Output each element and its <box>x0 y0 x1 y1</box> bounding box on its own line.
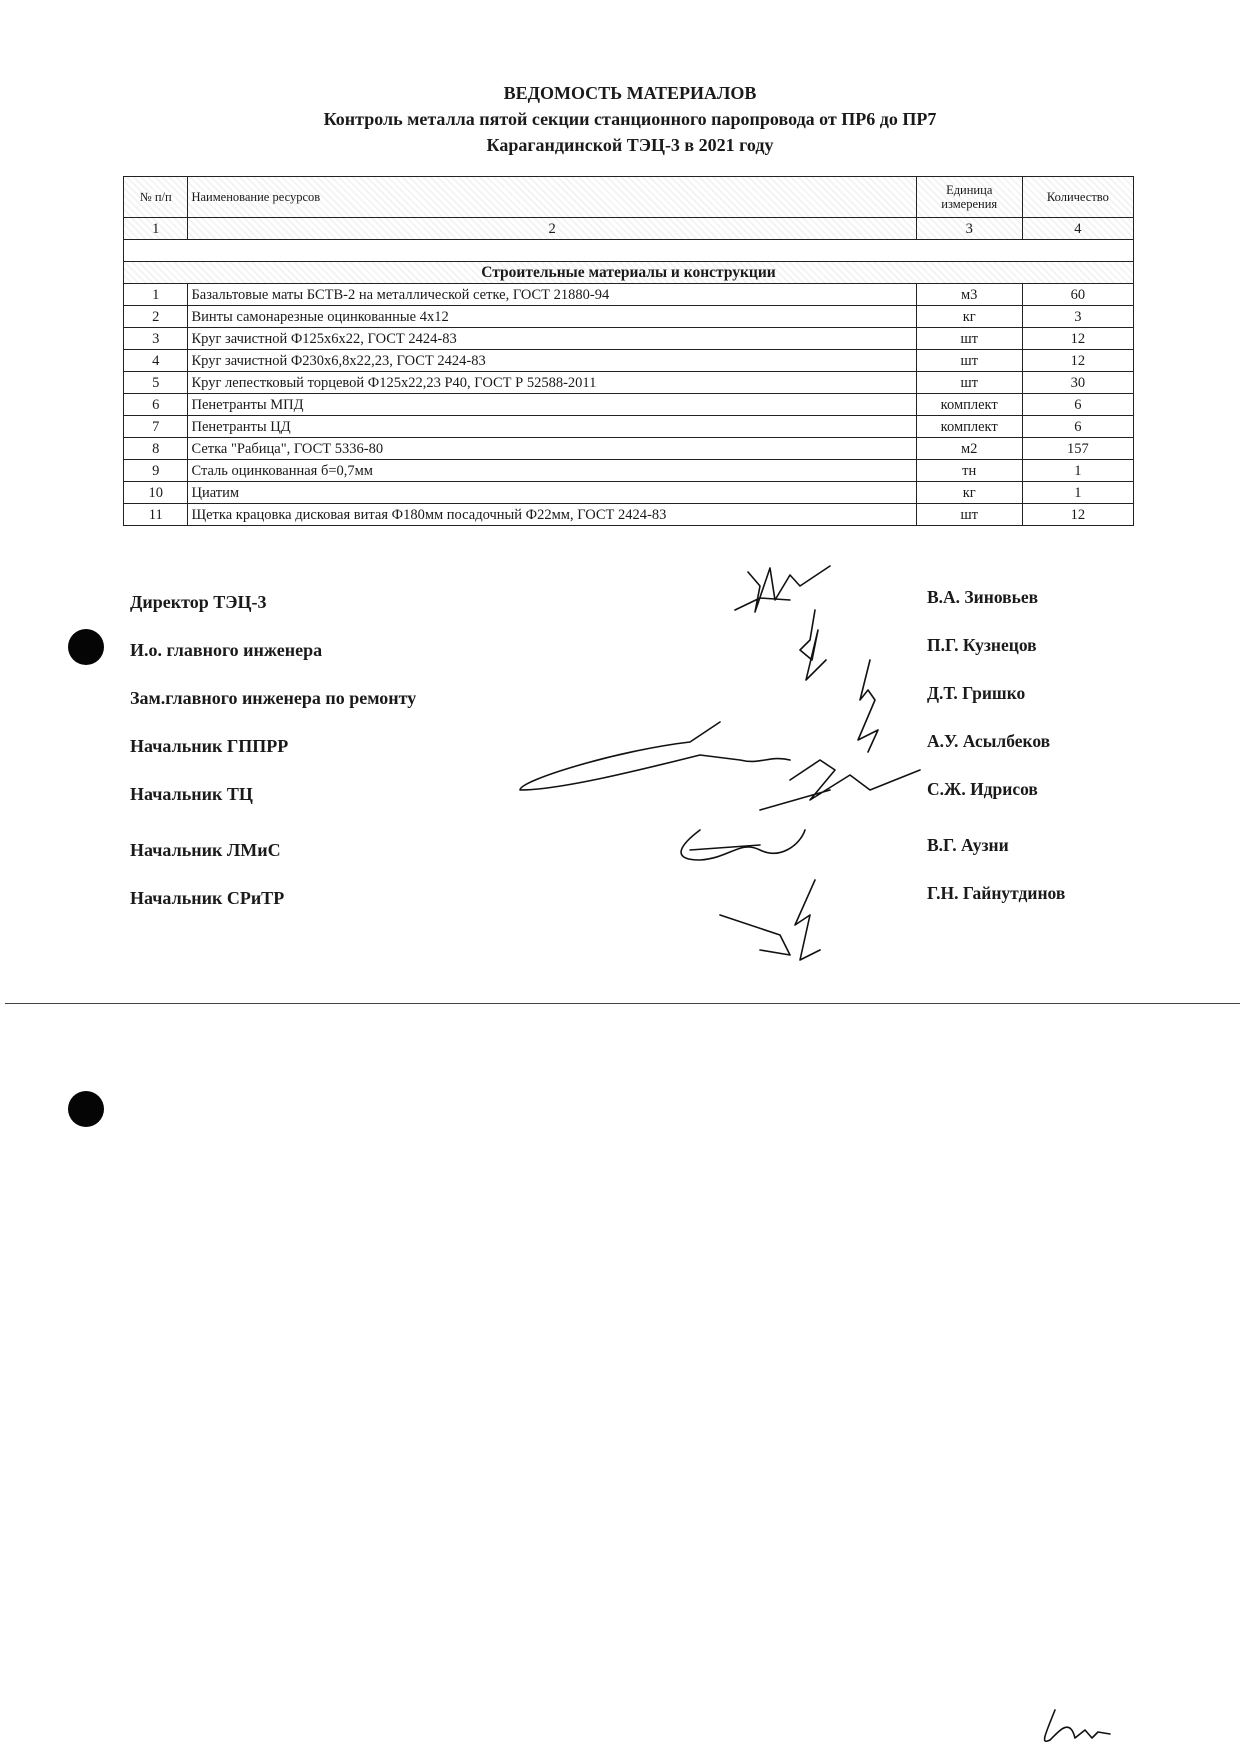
signature-idrisov <box>760 760 920 810</box>
row-num: 10 <box>124 482 188 504</box>
row-name: Круг зачистной Ф125х6х22, ГОСТ 2424-83 <box>188 328 916 350</box>
signatory-position: Директор ТЭЦ-3 <box>130 592 267 612</box>
signatory-name: А.У. Асылбеков <box>927 731 1051 751</box>
signatory-position: Начальник ЛМиС <box>130 840 281 860</box>
signatory-position: Начальник СРиТР <box>130 888 285 908</box>
row-name: Базальтовые маты БСТВ-2 на металлической сетке, ГОСТ 21880-94 <box>188 284 916 306</box>
row-num: 8 <box>124 438 188 460</box>
row-name: Круг зачистной Ф230х6,8х22,23, ГОСТ 2424-83 <box>188 350 916 372</box>
signatory-name: Г.Н. Гайнутдинов <box>927 883 1066 903</box>
punch-hole-bottom <box>68 1091 104 1127</box>
signature-gainutdinov <box>720 880 820 960</box>
row-unit: шт <box>916 372 1022 394</box>
row-num: 9 <box>124 460 188 482</box>
colnum-3: 3 <box>916 218 1022 240</box>
page-initials-signature <box>1045 1710 1110 1741</box>
row-qty: 1 <box>1022 482 1133 504</box>
row-num: 1 <box>124 284 188 306</box>
colnum-1: 1 <box>124 218 188 240</box>
signature-asylbekov <box>520 722 790 790</box>
header-name: Наименование ресурсов <box>188 177 916 218</box>
row-name: Сталь оцинкованная б=0,7мм <box>188 460 916 482</box>
row-num: 6 <box>124 394 188 416</box>
row-qty: 30 <box>1022 372 1133 394</box>
title-line-3: Карагандинской ТЭЦ-3 в 2021 году <box>486 135 774 155</box>
signatory-name: Д.Т. Гришко <box>927 683 1026 703</box>
signature-grishko <box>858 660 878 752</box>
row-num: 11 <box>124 504 188 526</box>
row-qty: 6 <box>1022 416 1133 438</box>
row-unit: шт <box>916 504 1022 526</box>
row-name: Круг лепестковый торцевой Ф125х22,23 Р40, ГОСТ Р 52588-2011 <box>188 372 916 394</box>
row-name: Винты самонарезные оцинкованные 4х12 <box>188 306 916 328</box>
signature-auzni <box>681 830 805 860</box>
punch-hole-top <box>68 629 104 665</box>
colnum-4: 4 <box>1022 218 1133 240</box>
row-name: Сетка "Рабица", ГОСТ 5336-80 <box>188 438 916 460</box>
header-qty: Количество <box>1022 177 1133 218</box>
signatory-position: Начальник ГППРР <box>130 736 289 756</box>
signatory-position: Зам.главного инженера по ремонту <box>130 688 417 708</box>
row-qty: 12 <box>1022 328 1133 350</box>
header-num: № п/п <box>124 177 188 218</box>
signatory-position: Начальник ТЦ <box>130 784 253 804</box>
row-name: Пенетранты ЦД <box>188 416 916 438</box>
colnum-2: 2 <box>188 218 916 240</box>
row-num: 3 <box>124 328 188 350</box>
row-name: Циатим <box>188 482 916 504</box>
header-unit: Единица измерения <box>916 177 1022 218</box>
title-line-2: Контроль металла пятой секции станционного паропровода от ПР6 до ПР7 <box>323 109 937 129</box>
row-unit: м2 <box>916 438 1022 460</box>
row-qty: 1 <box>1022 460 1133 482</box>
signatory-position: И.о. главного инженера <box>130 640 323 660</box>
row-unit: кг <box>916 306 1022 328</box>
row-unit: шт <box>916 328 1022 350</box>
row-num: 4 <box>124 350 188 372</box>
row-name: Пенетранты МПД <box>188 394 916 416</box>
row-unit: кг <box>916 482 1022 504</box>
row-name: Щетка крацовка дисковая витая Ф180мм посадочный Ф22мм, ГОСТ 2424-83 <box>188 504 916 526</box>
signatory-name: В.А. Зиновьев <box>927 587 1039 607</box>
row-unit: тн <box>916 460 1022 482</box>
row-qty: 6 <box>1022 394 1133 416</box>
row-unit: шт <box>916 350 1022 372</box>
row-num: 5 <box>124 372 188 394</box>
row-num: 7 <box>124 416 188 438</box>
row-qty: 12 <box>1022 504 1133 526</box>
row-unit: комплект <box>916 394 1022 416</box>
signatory-name: П.Г. Кузнецов <box>927 635 1037 655</box>
signature-zinovyev <box>735 566 830 612</box>
signatory-name: С.Ж. Идрисов <box>927 779 1038 799</box>
row-unit: комплект <box>916 416 1022 438</box>
row-qty: 3 <box>1022 306 1133 328</box>
row-qty: 60 <box>1022 284 1133 306</box>
row-qty: 157 <box>1022 438 1133 460</box>
signature-kuznetsov <box>800 610 826 680</box>
page-divider-line <box>5 1003 1240 1004</box>
signatory-name: В.Г. Аузни <box>927 835 1009 855</box>
title-line-1: ВЕДОМОСТЬ МАТЕРИАЛОВ <box>503 83 757 103</box>
row-num: 2 <box>124 306 188 328</box>
row-unit: м3 <box>916 284 1022 306</box>
row-qty: 12 <box>1022 350 1133 372</box>
section-title: Строительные материалы и конструкции <box>124 262 1134 284</box>
